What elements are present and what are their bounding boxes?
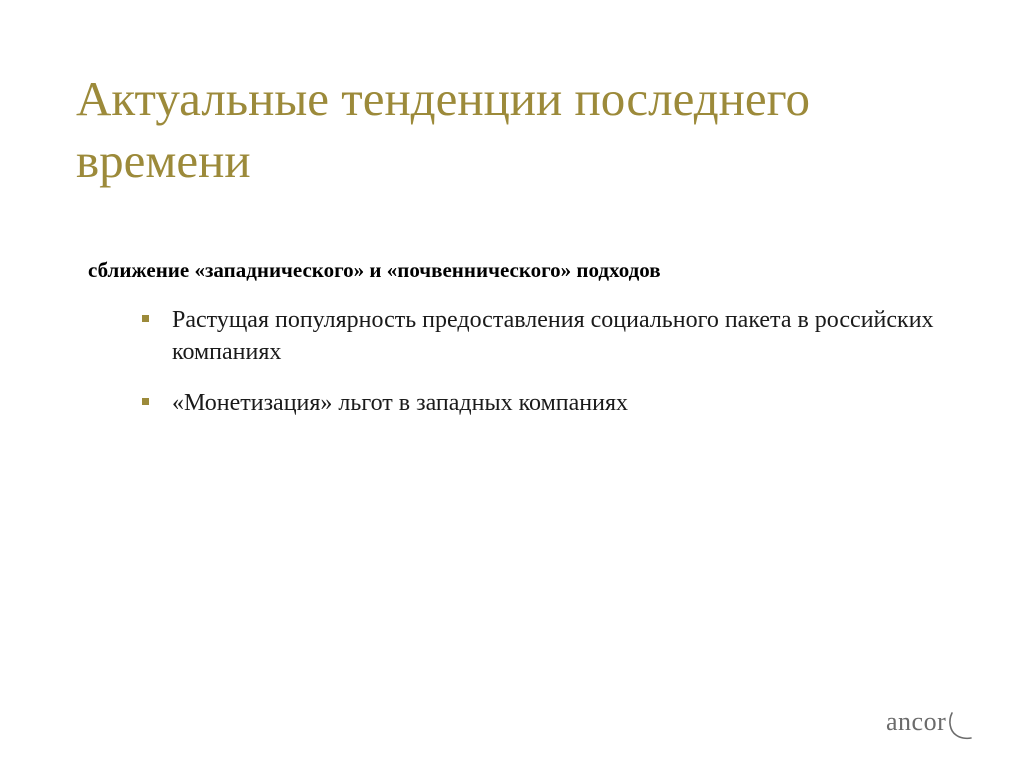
bullet-item bbox=[140, 304, 960, 368]
slide-title: Актуальные тенденции последнего времени bbox=[76, 71, 811, 188]
square-bullet-icon bbox=[142, 315, 149, 322]
bullet-item bbox=[140, 387, 960, 419]
bullet-text: «Монетизация» льгот в западных компаниях bbox=[172, 390, 628, 416]
square-bullet-icon bbox=[142, 398, 149, 405]
ancor-logo bbox=[886, 707, 976, 743]
slide-subtitle: сближение «западнического» и «почвеннического» подходов bbox=[88, 258, 661, 282]
logo-text: ancor bbox=[886, 707, 947, 736]
bullet-text: Растущая популярность предоставления социального пакета в российских компаниях bbox=[172, 307, 934, 365]
ancor-swoosh-icon bbox=[946, 711, 972, 741]
bullet-list bbox=[140, 304, 960, 438]
